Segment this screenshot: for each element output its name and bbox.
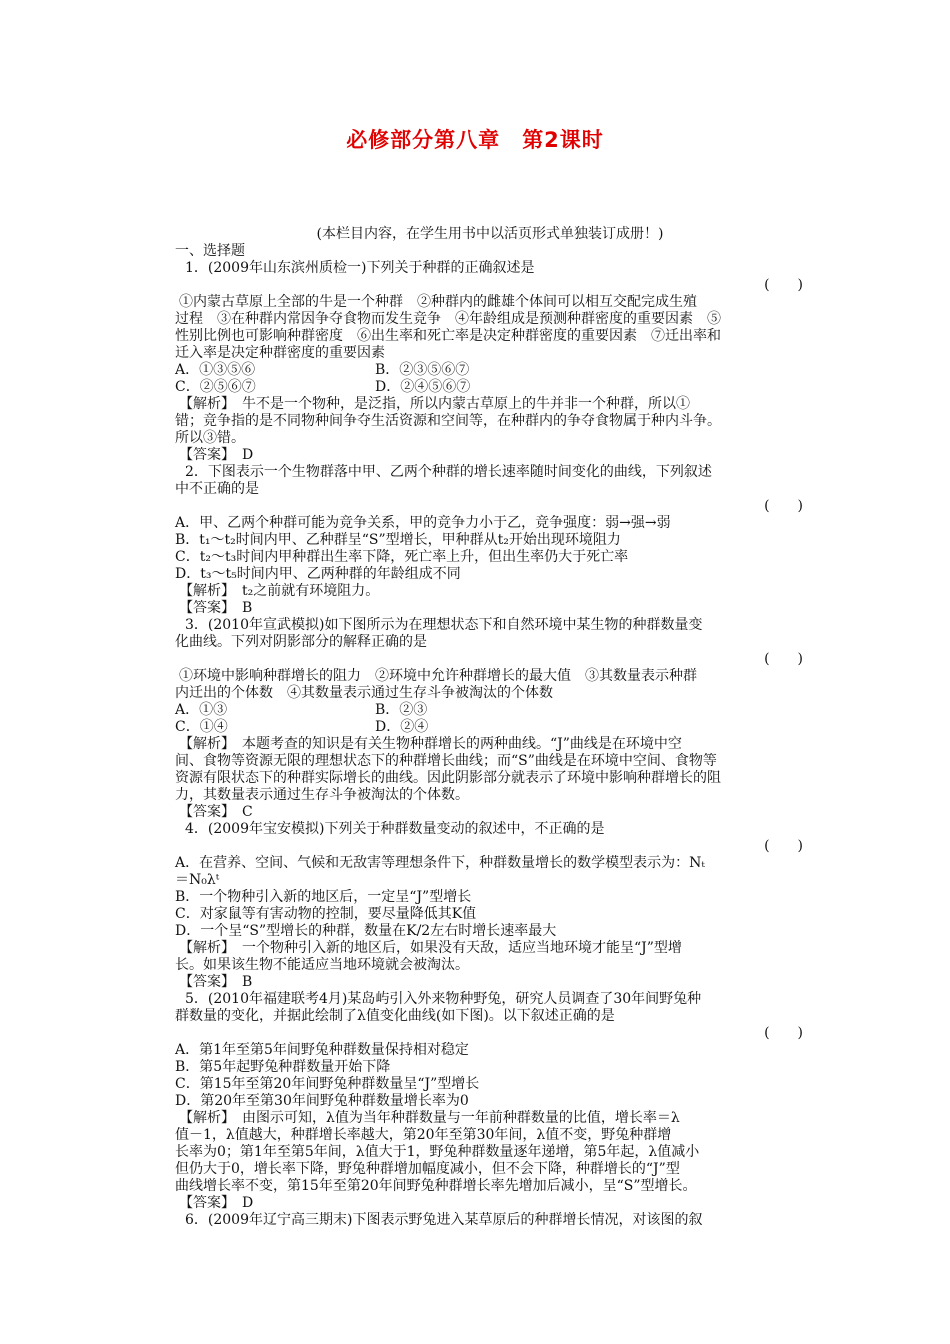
q1-answer: 【答案】 D xyxy=(179,447,254,463)
binding-note: (本栏目内容，在学生用书中以活页形式单独装订成册！) xyxy=(316,226,664,242)
page-title xyxy=(0,124,950,154)
q5-stem: 5．(2010年福建联考4月)某岛屿引入外来物种野兔，研究人员调查了30年间野兔种 xyxy=(185,991,702,1007)
document-body xyxy=(175,226,805,1229)
q4-stem: 4．(2009年宝安模拟)下列关于种群数量变动的叙述中，不正确的是 xyxy=(185,821,605,837)
q1-options-row xyxy=(175,362,805,379)
q1-explanation: 【解析】 牛不是一个物种，是泛指，所以内蒙古草原上的牛并非一个种群，所以① xyxy=(179,396,690,412)
q5-explanation: 长率为0；第1年至第5年间，λ值大于1，野兔种群数量逐年递增，第5年起，λ值减小 xyxy=(175,1144,700,1160)
q3-statement-line: 内迁出的个体数 ④其数量表示通过生存斗争被淘汰的个体数 xyxy=(175,685,553,701)
q1-explanation: 错；竞争指的是不同物种间争夺生活资源和空间等，在种群内的争夺食物属于种内斗争。 xyxy=(175,413,721,429)
q1-option-b: B．②③⑤⑥⑦ xyxy=(375,362,470,378)
title-lesson: 第2课时 xyxy=(522,128,604,152)
q4-answer-bracket: ( ) xyxy=(764,838,803,854)
q5-option-c: C．第15年至第20年间野兔种群数量呈“J”型增长 xyxy=(175,1076,480,1092)
q1-option-d: D．②④⑤⑥⑦ xyxy=(375,379,471,395)
q3-statement-line: ①环境中影响种群增长的阻力 ②环境中允许种群增长的最大值 ③其数量表示种群 xyxy=(179,668,697,684)
q3-options-row xyxy=(175,719,805,736)
q5-explanation: 曲线增长率不变，第15年至第20年间野兔种群增长率先增加后减小，呈“S”型增长。 xyxy=(175,1178,697,1194)
q5-option-a: A．第1年至第5年间野兔种群数量保持相对稳定 xyxy=(175,1042,469,1058)
q1-answer-bracket: ( ) xyxy=(764,277,803,293)
q2-stem: 中不正确的是 xyxy=(175,481,259,497)
q3-options-row xyxy=(175,702,805,719)
q4-option-a: A．在营养、空间、气候和无敌害等理想条件下，种群数量增长的数学模型表示为：Nₜ xyxy=(175,855,705,871)
q1-statement-line: 性别比例也可影响种群密度 ⑥出生率和死亡率是决定种群密度的重要因素 ⑦迁出率和 xyxy=(175,328,721,344)
q2-option-b: B．t₁～t₂时间内甲、乙种群呈“S”型增长，甲种群从t₂开始出现环境阻力 xyxy=(175,532,621,548)
q2-explanation: 【解析】 t₂之前就有环境阻力。 xyxy=(179,583,380,599)
q6-stem: 6．(2009年辽宁高三期末)下图表示野兔进入某草原后的种群增长情况，对该图的叙 xyxy=(185,1212,703,1228)
q5-answer: 【答案】 D xyxy=(179,1195,254,1211)
title-chapter: 必修部分第八章 xyxy=(346,128,501,152)
q1-option-c: C．②⑤⑥⑦ xyxy=(175,379,256,395)
q3-option-b: B．②③ xyxy=(375,702,428,718)
q3-explanation: 【解析】 本题考查的知识是有关生物种群增长的两种曲线。“J”曲线是在环境中空 xyxy=(179,736,682,752)
q2-option-a: A．甲、乙两个种群可能为竞争关系，甲的竞争力小于乙，竞争强度：弱→强→弱 xyxy=(175,515,671,531)
q3-stem: 3．(2010年宣武模拟)如下图所示为在理想状态下和自然环境中某生物的种群数量变 xyxy=(185,617,703,633)
q5-answer-bracket: ( ) xyxy=(764,1025,803,1041)
q3-stem: 化曲线。下列对阴影部分的解释正确的是 xyxy=(175,634,427,650)
q1-option-a: A．①③⑤⑥ xyxy=(175,362,256,378)
q4-explanation: 长。如果该生物不能适应当地环境就会被淘汰。 xyxy=(175,957,469,973)
q5-explanation: 但仍大于0，增长率下降，野兔种群增加幅度减小，但不会下降，种群增长的“J”型 xyxy=(175,1161,680,1177)
q5-explanation: 【解析】 由图示可知，λ值为当年种群数量与一年前种群数量的比值，增长率＝λ xyxy=(179,1110,680,1126)
q4-option-c: C．对家鼠等有害动物的控制，要尽量降低其K值 xyxy=(175,906,477,922)
q3-explanation: 力，其数量表示通过生存斗争被淘汰的个体数。 xyxy=(175,787,469,803)
q4-option-a-formula: ＝N₀λᵗ xyxy=(175,872,220,888)
q5-stem: 群数量的变化，并据此绘制了λ值变化曲线(如下图)。以下叙述正确的是 xyxy=(175,1008,615,1024)
q5-option-d: D．第20年至第30年间野兔种群数量增长率为0 xyxy=(175,1093,469,1109)
q1-options-row xyxy=(175,379,805,396)
q4-answer: 【答案】 B xyxy=(179,974,253,990)
q2-answer-bracket: ( ) xyxy=(764,498,803,514)
q3-explanation: 间、食物等资源无限的理想状态下的种群增长曲线；而“S”曲线是在环境中空间、食物等 xyxy=(175,753,717,769)
section-heading: 一、选择题 xyxy=(175,243,245,259)
q1-explanation: 所以③错。 xyxy=(175,430,245,446)
q2-option-c: C．t₂～t₃时间内甲种群出生率下降，死亡率上升，但出生率仍大于死亡率 xyxy=(175,549,629,565)
q2-stem: 2．下图表示一个生物群落中甲、乙两个种群的增长速率随时间变化的曲线，下列叙述 xyxy=(185,464,712,480)
q3-option-c: C．①④ xyxy=(175,719,228,735)
q1-stem: 1．(2009年山东滨州质检一)下列关于种群的正确叙述是 xyxy=(185,260,535,276)
q4-option-b: B．一个物种引入新的地区后，一定呈“J”型增长 xyxy=(175,889,472,905)
q1-statement-line: 过程 ③在种群内常因争夺食物而发生竞争 ④年龄组成是预测种群密度的重要因素 ⑤ xyxy=(175,311,721,327)
q4-explanation: 【解析】 一个物种引入新的地区后，如果没有天敌，适应当地环境才能呈“J”型增 xyxy=(179,940,682,956)
q2-option-d: D．t₃～t₅时间内甲、乙两种群的年龄组成不同 xyxy=(175,566,461,582)
q4-option-d: D．一个呈“S”型增长的种群，数量在K/2左右时增长速率最大 xyxy=(175,923,557,939)
q3-option-d: D．②④ xyxy=(375,719,429,735)
q5-option-b: B．第5年起野兔种群数量开始下降 xyxy=(175,1059,391,1075)
q1-statement-line: 迁入率是决定种群密度的重要因素 xyxy=(175,345,385,361)
q3-answer-bracket: ( ) xyxy=(764,651,803,667)
q1-statement-line: ①内蒙古草原上全部的牛是一个种群 ②种群内的雌雄个体间可以相互交配完成生殖 xyxy=(179,294,697,310)
q3-answer: 【答案】 C xyxy=(179,804,253,820)
q2-answer: 【答案】 B xyxy=(179,600,253,616)
q3-option-a: A．①③ xyxy=(175,702,228,718)
q3-explanation: 资源有限状态下的种群实际增长的曲线。因此阴影部分就表示了环境中影响种群增长的阻 xyxy=(175,770,721,786)
q5-explanation: 值－1，λ值越大，种群增长率越大，第20年至第30年间，λ值不变，野兔种群增 xyxy=(175,1127,672,1143)
